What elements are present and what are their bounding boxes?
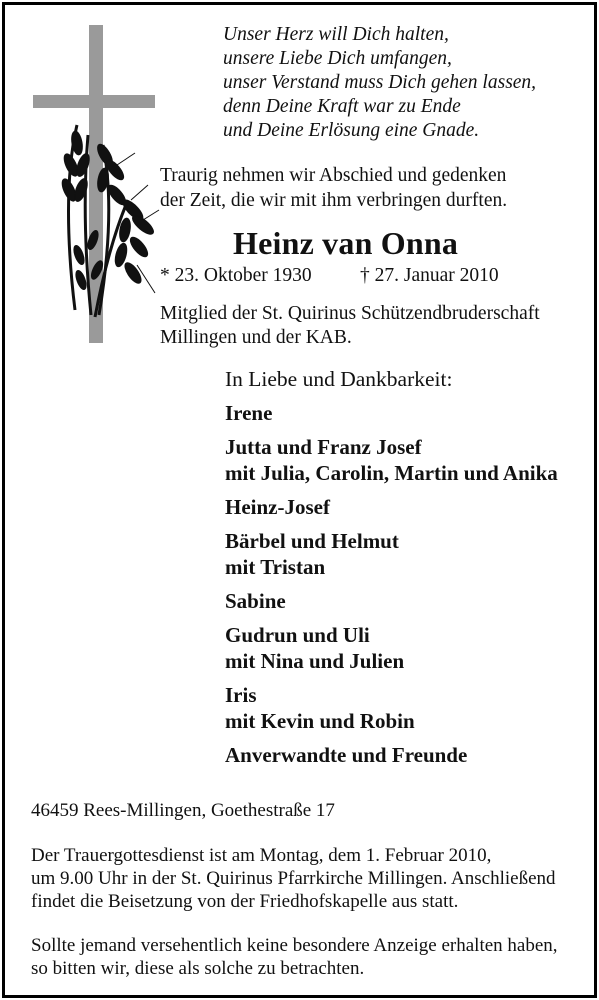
death-date: † 27. Januar 2010 — [360, 265, 499, 286]
family-line: Sabine — [225, 589, 286, 613]
family-line: Heinz-Josef — [225, 495, 330, 519]
family-line: mit Julia, Carolin, Martin und Anika — [225, 461, 558, 485]
family-group — [225, 400, 558, 426]
membership-text — [160, 302, 540, 350]
family-line: Bärbel und Helmut — [225, 529, 399, 553]
poem-line: unsere Liebe Dich umfangen, — [223, 48, 452, 69]
poem-line: Unser Herz will Dich halten, — [223, 24, 449, 45]
family-group — [225, 434, 558, 486]
intro-line: Traurig nehmen wir Abschied und gedenken — [160, 165, 507, 186]
family-line: Irene — [225, 401, 273, 425]
poem-line: und Deine Erlösung eine Gnade. — [223, 120, 480, 141]
poem-line: denn Deine Kraft war zu Ende — [223, 96, 461, 117]
family-line: Iris — [225, 683, 257, 707]
address: 46459 Rees-Millingen, Goethestraße 17 — [31, 800, 335, 821]
poem — [223, 23, 536, 143]
deceased-name: Heinz van Onna — [233, 225, 459, 261]
closing-note — [31, 934, 558, 980]
intro-text — [160, 163, 507, 213]
family-line: mit Tristan — [225, 555, 326, 579]
intro-line: der Zeit, die wir mit ihm verbringen durften. — [160, 190, 508, 211]
family-group — [225, 588, 558, 614]
family-list — [225, 400, 558, 776]
family-group — [225, 622, 558, 674]
membership-line: Millingen und der KAB. — [160, 327, 352, 348]
membership-line: Mitglied der St. Quirinus Schützendbruderschaft — [160, 303, 540, 324]
cross-with-wheat-icon — [33, 25, 163, 350]
family-group — [225, 528, 558, 580]
family-group — [225, 682, 558, 734]
obituary-frame — [2, 2, 597, 998]
thanks-heading: In Liebe und Dankbarkeit: — [225, 367, 453, 391]
service-line: um 9.00 Uhr in der St. Quirinus Pfarrkirche Millingen. Anschließend — [31, 868, 556, 889]
service-line: findet die Beisetzung von der Friedhofskapelle aus statt. — [31, 891, 459, 912]
note-line: Sollte jemand versehentlich keine besondere Anzeige erhalten haben, — [31, 935, 558, 956]
family-line: Gudrun und Uli — [225, 623, 370, 647]
family-line: mit Kevin und Robin — [225, 709, 415, 733]
birth-date: * 23. Oktober 1930 — [160, 265, 312, 286]
family-group — [225, 494, 558, 520]
note-line: so bitten wir, diese als solche zu betrachten. — [31, 958, 365, 979]
family-group — [225, 742, 558, 768]
poem-line: unser Verstand muss Dich gehen lassen, — [223, 72, 537, 93]
service-info — [31, 844, 556, 913]
family-line: mit Nina und Julien — [225, 649, 405, 673]
service-line: Der Trauergottesdienst ist am Montag, dem 1. Februar 2010, — [31, 845, 492, 866]
family-line: Anverwandte und Freunde — [225, 743, 468, 767]
family-line: Jutta und Franz Josef — [225, 435, 422, 459]
